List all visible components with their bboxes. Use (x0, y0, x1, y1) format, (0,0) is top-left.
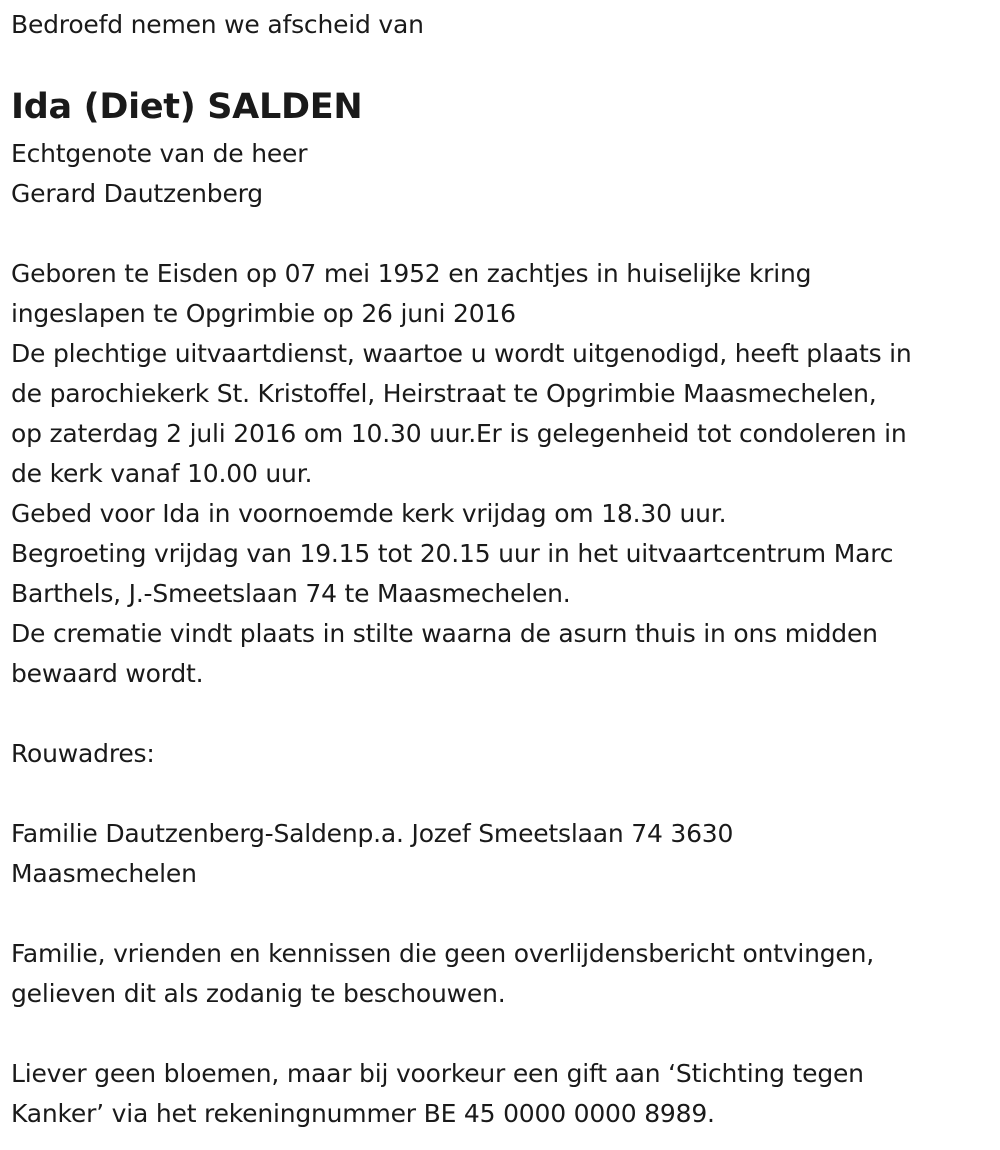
details-line: De plechtige uitvaartdienst, waartoe u wordt uitgenodigd, heeft plaats in (11, 339, 912, 368)
details-line: Geboren te Eisden op 07 mei 1952 en zachtjes in huiselijke kring (11, 259, 812, 288)
details-line: Barthels, J.-Smeetslaan 74 te Maasmechelen. (11, 579, 571, 608)
spouse-line: Gerard Dautzenberg (11, 179, 263, 208)
flowers-block (11, 1054, 864, 1134)
details-line: de kerk vanaf 10.00 uur. (11, 459, 313, 488)
spouse-line: Echtgenote van de heer (11, 139, 308, 168)
details-line: bewaard wordt. (11, 659, 204, 688)
details-line: ingeslapen te Opgrimbie op 26 juni 2016 (11, 299, 516, 328)
flowers-line: Kanker’ via het rekeningnummer BE 45 0000 0000 8989. (11, 1099, 715, 1128)
details-line: op zaterdag 2 juli 2016 om 10.30 uur.Er is gelegenheid tot condoleren in (11, 419, 907, 448)
details-line: Begroeting vrijdag van 19.15 tot 20.15 uur in het uitvaartcentrum Marc (11, 539, 894, 568)
notice-line: gelieven dit als zodanig te beschouwen. (11, 979, 506, 1008)
mourning-address (11, 814, 733, 894)
funeral-details (11, 254, 912, 694)
notice-block (11, 934, 874, 1014)
details-line: De crematie vindt plaats in stilte waarna de asurn thuis in ons midden (11, 619, 878, 648)
address-label: Rouwadres: (11, 739, 155, 768)
notice-line: Familie, vrienden en kennissen die geen overlijdensbericht ontvingen, (11, 939, 875, 968)
deceased-name: Ida (Diet) SALDEN (11, 87, 363, 127)
address-line: Maasmechelen (11, 859, 197, 888)
intro-text: Bedroefd nemen we afscheid van (11, 10, 424, 39)
details-line: Gebed voor Ida in voornoemde kerk vrijdag om 18.30 uur. (11, 499, 727, 528)
address-line: Familie Dautzenberg-Saldenp.a. Jozef Smeetslaan 74 3630 (11, 819, 734, 848)
address-label-block (11, 734, 155, 774)
spouse-block (11, 134, 307, 214)
details-line: de parochiekerk St. Kristoffel, Heirstraat te Opgrimbie Maasmechelen, (11, 379, 877, 408)
flowers-line: Liever geen bloemen, maar bij voorkeur een gift aan ‘Stichting tegen (11, 1059, 864, 1088)
